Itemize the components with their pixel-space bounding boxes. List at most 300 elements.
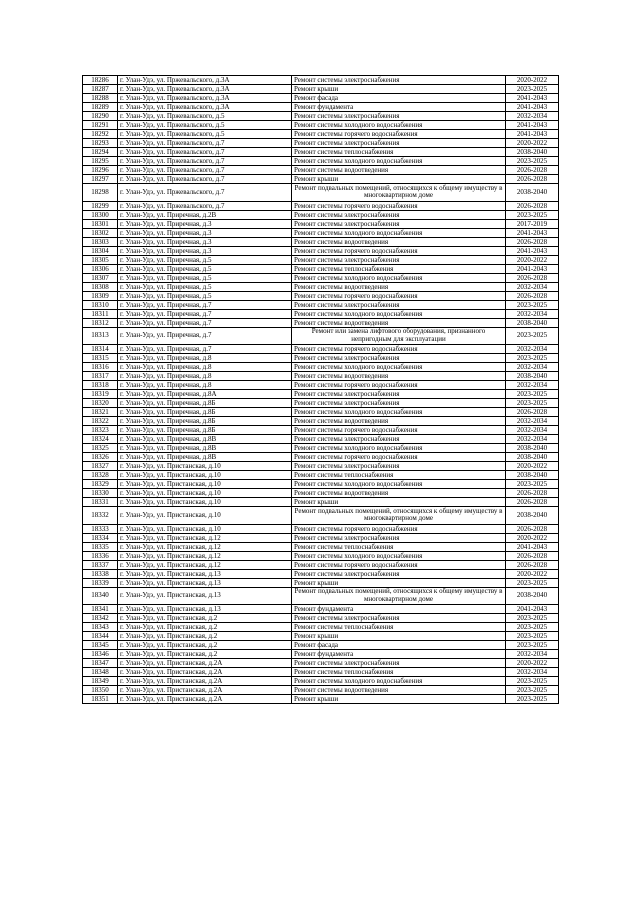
address-cell: г. Улан-Удэ, ул. Пристанская, д.12 bbox=[118, 551, 292, 560]
address-cell: г. Улан-Удэ, ул. Приречная, д.5 bbox=[118, 273, 292, 282]
period-cell: 2032-2034 bbox=[506, 668, 559, 677]
period-cell: 2041-2043 bbox=[506, 605, 559, 614]
table-row bbox=[83, 184, 559, 202]
row-number-cell: 18308 bbox=[83, 282, 118, 291]
period-cell: 2041-2043 bbox=[506, 264, 559, 273]
row-number-cell: 18322 bbox=[83, 417, 118, 426]
row-number-cell: 18345 bbox=[83, 641, 118, 650]
period-cell: 2041-2043 bbox=[506, 103, 559, 112]
work-type-cell: Ремонт системы холодного водоснабжения bbox=[292, 273, 506, 282]
table-row bbox=[83, 399, 559, 408]
address-cell: г. Улан-Удэ, ул. Приречная, д.5 bbox=[118, 255, 292, 264]
table-row bbox=[83, 121, 559, 130]
row-number-cell: 18289 bbox=[83, 103, 118, 112]
row-number-cell: 18288 bbox=[83, 94, 118, 103]
period-cell: 2032-2034 bbox=[506, 417, 559, 426]
row-number-cell: 18324 bbox=[83, 435, 118, 444]
row-number-cell: 18329 bbox=[83, 480, 118, 489]
work-type-cell: Ремонт системы водоотведения bbox=[292, 318, 506, 327]
period-cell: 2026-2028 bbox=[506, 166, 559, 175]
table-row bbox=[83, 175, 559, 184]
address-cell: г. Улан-Удэ, ул. Приречная, д.7 bbox=[118, 300, 292, 309]
table-row bbox=[83, 246, 559, 255]
table-row bbox=[83, 354, 559, 363]
table-row bbox=[83, 560, 559, 569]
work-type-cell: Ремонт системы горячего водоснабжения bbox=[292, 291, 506, 300]
row-number-cell: 18299 bbox=[83, 201, 118, 210]
row-number-cell: 18301 bbox=[83, 219, 118, 228]
address-cell: г. Улан-Удэ, ул. Пристанская, д.2 bbox=[118, 641, 292, 650]
row-number-cell: 18291 bbox=[83, 121, 118, 130]
period-cell: 2032-2034 bbox=[506, 345, 559, 354]
period-cell: 2026-2028 bbox=[506, 291, 559, 300]
work-type-cell: Ремонт крыши bbox=[292, 175, 506, 184]
work-type-cell: Ремонт системы теплоснабжения bbox=[292, 542, 506, 551]
period-cell: 2020-2022 bbox=[506, 533, 559, 542]
row-number-cell: 18319 bbox=[83, 390, 118, 399]
row-number-cell: 18314 bbox=[83, 345, 118, 354]
row-number-cell: 18295 bbox=[83, 157, 118, 166]
work-type-cell: Ремонт системы электроснабжения bbox=[292, 139, 506, 148]
work-type-cell: Ремонт системы холодного водоснабжения bbox=[292, 121, 506, 130]
work-type-cell: Ремонт системы электроснабжения bbox=[292, 399, 506, 408]
work-type-cell: Ремонт системы теплоснабжения bbox=[292, 623, 506, 632]
work-type-cell: Ремонт системы холодного водоснабжения bbox=[292, 363, 506, 372]
table-row bbox=[83, 587, 559, 605]
work-type-cell: Ремонт системы электроснабжения bbox=[292, 614, 506, 623]
table-row bbox=[83, 695, 559, 704]
row-number-cell: 18340 bbox=[83, 587, 118, 605]
work-type-cell: Ремонт подвальных помещений, относящихся к общему имуществу в многоквартирном доме bbox=[292, 507, 506, 525]
period-cell: 2032-2034 bbox=[506, 435, 559, 444]
table-row bbox=[83, 578, 559, 587]
table-row bbox=[83, 677, 559, 686]
table-row bbox=[83, 76, 559, 85]
address-cell: г. Улан-Удэ, ул. Приречная, д.8 bbox=[118, 363, 292, 372]
table-row bbox=[83, 318, 559, 327]
row-number-cell: 18327 bbox=[83, 462, 118, 471]
row-number-cell: 18346 bbox=[83, 650, 118, 659]
table-row bbox=[83, 372, 559, 381]
address-cell: г. Улан-Удэ, ул. Пристанская, д.10 bbox=[118, 489, 292, 498]
work-type-cell: Ремонт или замена лифтового оборудования, признанного непригодным для эксплуатации bbox=[292, 327, 506, 345]
row-number-cell: 18338 bbox=[83, 569, 118, 578]
work-type-cell: Ремонт системы холодного водоснабжения bbox=[292, 551, 506, 560]
address-cell: г. Улан-Удэ, ул. Пристанская, д.10 bbox=[118, 498, 292, 507]
row-number-cell: 18349 bbox=[83, 677, 118, 686]
table-row bbox=[83, 282, 559, 291]
row-number-cell: 18298 bbox=[83, 184, 118, 202]
row-number-cell: 18317 bbox=[83, 372, 118, 381]
table-row bbox=[83, 130, 559, 139]
work-type-cell: Ремонт системы электроснабжения bbox=[292, 390, 506, 399]
work-type-cell: Ремонт системы холодного водоснабжения bbox=[292, 309, 506, 318]
work-type-cell: Ремонт системы водоотведения bbox=[292, 372, 506, 381]
table-row bbox=[83, 291, 559, 300]
period-cell: 2041-2043 bbox=[506, 94, 559, 103]
work-type-cell: Ремонт системы горячего водоснабжения bbox=[292, 381, 506, 390]
work-type-cell: Ремонт системы электроснабжения bbox=[292, 354, 506, 363]
address-cell: г. Улан-Удэ, ул. Пржевальского, д.7 bbox=[118, 166, 292, 175]
table-row bbox=[83, 228, 559, 237]
row-number-cell: 18351 bbox=[83, 695, 118, 704]
table-row bbox=[83, 327, 559, 345]
row-number-cell: 18313 bbox=[83, 327, 118, 345]
period-cell: 2023-2025 bbox=[506, 632, 559, 641]
row-number-cell: 18309 bbox=[83, 291, 118, 300]
period-cell: 2041-2043 bbox=[506, 542, 559, 551]
address-cell: г. Улан-Удэ, ул. Приречная, д.8В bbox=[118, 435, 292, 444]
address-cell: г. Улан-Удэ, ул. Пристанская, д.2 bbox=[118, 614, 292, 623]
work-type-cell: Ремонт системы холодного водоснабжения bbox=[292, 157, 506, 166]
work-type-cell: Ремонт системы водоотведения bbox=[292, 166, 506, 175]
row-number-cell: 18294 bbox=[83, 148, 118, 157]
table-row bbox=[83, 471, 559, 480]
work-type-cell: Ремонт системы водоотведения bbox=[292, 282, 506, 291]
work-type-cell: Ремонт крыши bbox=[292, 85, 506, 94]
table-row bbox=[83, 686, 559, 695]
table-row bbox=[83, 345, 559, 354]
period-cell: 2023-2025 bbox=[506, 614, 559, 623]
row-number-cell: 18325 bbox=[83, 444, 118, 453]
row-number-cell: 18318 bbox=[83, 381, 118, 390]
row-number-cell: 18326 bbox=[83, 453, 118, 462]
period-cell: 2032-2034 bbox=[506, 650, 559, 659]
table-row bbox=[83, 507, 559, 525]
row-number-cell: 18296 bbox=[83, 166, 118, 175]
work-type-cell: Ремонт фасада bbox=[292, 641, 506, 650]
period-cell: 2032-2034 bbox=[506, 363, 559, 372]
work-type-cell: Ремонт системы электроснабжения bbox=[292, 533, 506, 542]
address-cell: г. Улан-Удэ, ул. Пристанская, д.10 bbox=[118, 471, 292, 480]
table-row bbox=[83, 219, 559, 228]
row-number-cell: 18341 bbox=[83, 605, 118, 614]
work-type-cell: Ремонт системы горячего водоснабжения bbox=[292, 345, 506, 354]
address-cell: г. Улан-Удэ, ул. Пржевальского, д.7 bbox=[118, 175, 292, 184]
work-type-cell: Ремонт системы горячего водоснабжения bbox=[292, 524, 506, 533]
row-number-cell: 18304 bbox=[83, 246, 118, 255]
period-cell: 2020-2022 bbox=[506, 255, 559, 264]
row-number-cell: 18350 bbox=[83, 686, 118, 695]
address-cell: г. Улан-Удэ, ул. Пржевальского, д.7 bbox=[118, 201, 292, 210]
work-type-cell: Ремонт крыши bbox=[292, 695, 506, 704]
work-type-cell: Ремонт системы горячего водоснабжения bbox=[292, 426, 506, 435]
work-type-cell: Ремонт системы теплоснабжения bbox=[292, 668, 506, 677]
row-number-cell: 18293 bbox=[83, 139, 118, 148]
row-number-cell: 18316 bbox=[83, 363, 118, 372]
address-cell: г. Улан-Удэ, ул. Пристанская, д.13 bbox=[118, 605, 292, 614]
address-cell: г. Улан-Удэ, ул. Приречная, д.5 bbox=[118, 264, 292, 273]
period-cell: 2023-2025 bbox=[506, 695, 559, 704]
period-cell: 2026-2028 bbox=[506, 237, 559, 246]
period-cell: 2038-2040 bbox=[506, 318, 559, 327]
row-number-cell: 18303 bbox=[83, 237, 118, 246]
row-number-cell: 18337 bbox=[83, 560, 118, 569]
work-type-cell: Ремонт крыши bbox=[292, 632, 506, 641]
table-row bbox=[83, 210, 559, 219]
row-number-cell: 18335 bbox=[83, 542, 118, 551]
period-cell: 2026-2028 bbox=[506, 408, 559, 417]
address-cell: г. Улан-Удэ, ул. Приречная, д.3 bbox=[118, 228, 292, 237]
period-cell: 2020-2022 bbox=[506, 76, 559, 85]
row-number-cell: 18330 bbox=[83, 489, 118, 498]
address-cell: г. Улан-Удэ, ул. Пржевальского, д.3А bbox=[118, 85, 292, 94]
work-type-cell: Ремонт системы горячего водоснабжения bbox=[292, 246, 506, 255]
period-cell: 2023-2025 bbox=[506, 578, 559, 587]
period-cell: 2023-2025 bbox=[506, 327, 559, 345]
address-cell: г. Улан-Удэ, ул. Пристанская, д.2 bbox=[118, 623, 292, 632]
address-cell: г. Улан-Удэ, ул. Пржевальского, д.5 bbox=[118, 112, 292, 121]
row-number-cell: 18302 bbox=[83, 228, 118, 237]
table-row bbox=[83, 498, 559, 507]
address-cell: г. Улан-Удэ, ул. Пристанская, д.2 bbox=[118, 650, 292, 659]
table-row bbox=[83, 300, 559, 309]
address-cell: г. Улан-Удэ, ул. Приречная, д.7 bbox=[118, 309, 292, 318]
work-type-cell: Ремонт системы холодного водоснабжения bbox=[292, 480, 506, 489]
period-cell: 2038-2040 bbox=[506, 148, 559, 157]
row-number-cell: 18336 bbox=[83, 551, 118, 560]
address-cell: г. Улан-Удэ, ул. Пристанская, д.10 bbox=[118, 524, 292, 533]
address-cell: г. Улан-Удэ, ул. Пристанская, д.2А bbox=[118, 677, 292, 686]
work-type-cell: Ремонт системы электроснабжения bbox=[292, 462, 506, 471]
period-cell: 2023-2025 bbox=[506, 210, 559, 219]
row-number-cell: 18311 bbox=[83, 309, 118, 318]
address-cell: г. Улан-Удэ, ул. Пржевальского, д.5 bbox=[118, 130, 292, 139]
work-type-cell: Ремонт системы электроснабжения bbox=[292, 255, 506, 264]
period-cell: 2017-2019 bbox=[506, 219, 559, 228]
period-cell: 2038-2040 bbox=[506, 507, 559, 525]
address-cell: г. Улан-Удэ, ул. Пристанская, д.12 bbox=[118, 533, 292, 542]
address-cell: г. Улан-Удэ, ул. Пристанская, д.2А bbox=[118, 659, 292, 668]
address-cell: г. Улан-Удэ, ул. Приречная, д.7 bbox=[118, 318, 292, 327]
work-type-cell: Ремонт системы холодного водоснабжения bbox=[292, 408, 506, 417]
table-row bbox=[83, 480, 559, 489]
address-cell: г. Улан-Удэ, ул. Приречная, д.3 bbox=[118, 237, 292, 246]
period-cell: 2041-2043 bbox=[506, 246, 559, 255]
work-type-cell: Ремонт системы электроснабжения bbox=[292, 300, 506, 309]
address-cell: г. Улан-Удэ, ул. Приречная, д.3 bbox=[118, 246, 292, 255]
row-number-cell: 18300 bbox=[83, 210, 118, 219]
period-cell: 2038-2040 bbox=[506, 372, 559, 381]
address-cell: г. Улан-Удэ, ул. Пристанская, д.2А bbox=[118, 695, 292, 704]
work-type-cell: Ремонт системы электроснабжения bbox=[292, 435, 506, 444]
address-cell: г. Улан-Удэ, ул. Приречная, д.8 bbox=[118, 372, 292, 381]
period-cell: 2026-2028 bbox=[506, 560, 559, 569]
period-cell: 2038-2040 bbox=[506, 471, 559, 480]
work-type-cell: Ремонт системы электроснабжения bbox=[292, 210, 506, 219]
address-cell: г. Улан-Удэ, ул. Приречная, д.8 bbox=[118, 354, 292, 363]
row-number-cell: 18333 bbox=[83, 524, 118, 533]
address-cell: г. Улан-Удэ, ул. Пржевальского, д.7 bbox=[118, 148, 292, 157]
work-type-cell: Ремонт системы электроснабжения bbox=[292, 219, 506, 228]
address-cell: г. Улан-Удэ, ул. Пржевальского, д.7 bbox=[118, 157, 292, 166]
table-row bbox=[83, 273, 559, 282]
address-cell: г. Улан-Удэ, ул. Приречная, д.8Б bbox=[118, 426, 292, 435]
row-number-cell: 18344 bbox=[83, 632, 118, 641]
table-row bbox=[83, 623, 559, 632]
table-row bbox=[83, 462, 559, 471]
period-cell: 2026-2028 bbox=[506, 273, 559, 282]
period-cell: 2023-2025 bbox=[506, 157, 559, 166]
address-cell: г. Улан-Удэ, ул. Пристанская, д.10 bbox=[118, 462, 292, 471]
address-cell: г. Улан-Удэ, ул. Приречная, д.8 bbox=[118, 381, 292, 390]
period-cell: 2026-2028 bbox=[506, 489, 559, 498]
period-cell: 2026-2028 bbox=[506, 551, 559, 560]
row-number-cell: 18292 bbox=[83, 130, 118, 139]
row-number-cell: 18305 bbox=[83, 255, 118, 264]
row-number-cell: 18310 bbox=[83, 300, 118, 309]
period-cell: 2038-2040 bbox=[506, 184, 559, 202]
address-cell: г. Улан-Удэ, ул. Приречная, д.5 bbox=[118, 282, 292, 291]
row-number-cell: 18320 bbox=[83, 399, 118, 408]
work-type-cell: Ремонт системы горячего водоснабжения bbox=[292, 560, 506, 569]
address-cell: г. Улан-Удэ, ул. Приречная, д.8Б bbox=[118, 399, 292, 408]
table-row bbox=[83, 381, 559, 390]
period-cell: 2038-2040 bbox=[506, 587, 559, 605]
address-cell: г. Улан-Удэ, ул. Приречная, д.7 bbox=[118, 327, 292, 345]
period-cell: 2023-2025 bbox=[506, 480, 559, 489]
work-type-cell: Ремонт системы горячего водоснабжения bbox=[292, 201, 506, 210]
address-cell: г. Улан-Удэ, ул. Приречная, д.8А bbox=[118, 390, 292, 399]
work-type-cell: Ремонт системы электроснабжения bbox=[292, 569, 506, 578]
table-row bbox=[83, 94, 559, 103]
address-cell: г. Улан-Удэ, ул. Пристанская, д.10 bbox=[118, 507, 292, 525]
work-type-cell: Ремонт системы водоотведения bbox=[292, 237, 506, 246]
period-cell: 2026-2028 bbox=[506, 498, 559, 507]
work-type-cell: Ремонт системы электроснабжения bbox=[292, 659, 506, 668]
period-cell: 2020-2022 bbox=[506, 659, 559, 668]
table-row bbox=[83, 112, 559, 121]
work-type-cell: Ремонт крыши bbox=[292, 578, 506, 587]
row-number-cell: 18343 bbox=[83, 623, 118, 632]
table-row bbox=[83, 148, 559, 157]
row-number-cell: 18286 bbox=[83, 76, 118, 85]
table-row bbox=[83, 668, 559, 677]
period-cell: 2023-2025 bbox=[506, 390, 559, 399]
address-cell: г. Улан-Удэ, ул. Приречная, д.8В bbox=[118, 453, 292, 462]
table-row bbox=[83, 489, 559, 498]
table-row bbox=[83, 201, 559, 210]
table-row bbox=[83, 632, 559, 641]
table-row bbox=[83, 417, 559, 426]
table-row bbox=[83, 435, 559, 444]
address-cell: г. Улан-Удэ, ул. Пристанская, д.2А bbox=[118, 668, 292, 677]
table-row bbox=[83, 309, 559, 318]
table-row bbox=[83, 426, 559, 435]
row-number-cell: 18342 bbox=[83, 614, 118, 623]
address-cell: г. Улан-Удэ, ул. Приречная, д.8В bbox=[118, 444, 292, 453]
row-number-cell: 18347 bbox=[83, 659, 118, 668]
work-type-cell: Ремонт системы холодного водоснабжения bbox=[292, 677, 506, 686]
table-row bbox=[83, 157, 559, 166]
table-row bbox=[83, 390, 559, 399]
row-number-cell: 18348 bbox=[83, 668, 118, 677]
address-cell: г. Улан-Удэ, ул. Приречная, д.3 bbox=[118, 219, 292, 228]
period-cell: 2026-2028 bbox=[506, 175, 559, 184]
address-cell: г. Улан-Удэ, ул. Приречная, д.5 bbox=[118, 291, 292, 300]
table-row bbox=[83, 650, 559, 659]
period-cell: 2041-2043 bbox=[506, 130, 559, 139]
table-body bbox=[83, 76, 559, 704]
work-type-cell: Ремонт фундамента bbox=[292, 650, 506, 659]
work-type-cell: Ремонт подвальных помещений, относящихся к общему имуществу в многоквартирном доме bbox=[292, 587, 506, 605]
work-type-cell: Ремонт системы водоотведения bbox=[292, 417, 506, 426]
table-row bbox=[83, 453, 559, 462]
row-number-cell: 18334 bbox=[83, 533, 118, 542]
work-type-cell: Ремонт системы электроснабжения bbox=[292, 112, 506, 121]
table-row bbox=[83, 139, 559, 148]
address-cell: г. Улан-Удэ, ул. Пржевальского, д.3А bbox=[118, 94, 292, 103]
period-cell: 2041-2043 bbox=[506, 228, 559, 237]
table-row bbox=[83, 524, 559, 533]
period-cell: 2023-2025 bbox=[506, 354, 559, 363]
table-row bbox=[83, 605, 559, 614]
period-cell: 2023-2025 bbox=[506, 623, 559, 632]
table-row bbox=[83, 551, 559, 560]
table-row bbox=[83, 569, 559, 578]
row-number-cell: 18328 bbox=[83, 471, 118, 480]
table-row bbox=[83, 264, 559, 273]
period-cell: 2032-2034 bbox=[506, 426, 559, 435]
row-number-cell: 18323 bbox=[83, 426, 118, 435]
address-cell: г. Улан-Удэ, ул. Приречная, д.8Б bbox=[118, 408, 292, 417]
row-number-cell: 18321 bbox=[83, 408, 118, 417]
address-cell: г. Улан-Удэ, ул. Пржевальского, д.5 bbox=[118, 121, 292, 130]
period-cell: 2020-2022 bbox=[506, 139, 559, 148]
address-cell: г. Улан-Удэ, ул. Пристанская, д.2А bbox=[118, 686, 292, 695]
table-row bbox=[83, 444, 559, 453]
table-row bbox=[83, 533, 559, 542]
address-cell: г. Улан-Удэ, ул. Пржевальского, д.3А bbox=[118, 103, 292, 112]
work-type-cell: Ремонт системы холодного водоснабжения bbox=[292, 228, 506, 237]
address-cell: г. Улан-Удэ, ул. Приречная, д.7 bbox=[118, 345, 292, 354]
period-cell: 2032-2034 bbox=[506, 112, 559, 121]
work-type-cell: Ремонт системы горячего водоснабжения bbox=[292, 453, 506, 462]
work-type-cell: Ремонт фундамента bbox=[292, 605, 506, 614]
work-type-cell: Ремонт подвальных помещений, относящихся к общему имуществу в многоквартирном доме bbox=[292, 184, 506, 202]
work-type-cell: Ремонт системы теплоснабжения bbox=[292, 264, 506, 273]
work-type-cell: Ремонт системы теплоснабжения bbox=[292, 471, 506, 480]
address-cell: г. Улан-Удэ, ул. Пристанская, д.13 bbox=[118, 578, 292, 587]
work-type-cell: Ремонт системы водоотведения bbox=[292, 489, 506, 498]
work-type-cell: Ремонт системы электроснабжения bbox=[292, 76, 506, 85]
period-cell: 2023-2025 bbox=[506, 399, 559, 408]
address-cell: г. Улан-Удэ, ул. Пржевальского, д.7 bbox=[118, 139, 292, 148]
row-number-cell: 18339 bbox=[83, 578, 118, 587]
address-cell: г. Улан-Удэ, ул. Пристанская, д.13 bbox=[118, 587, 292, 605]
period-cell: 2020-2022 bbox=[506, 462, 559, 471]
period-cell: 2026-2028 bbox=[506, 201, 559, 210]
address-cell: г. Улан-Удэ, ул. Пристанская, д.2 bbox=[118, 632, 292, 641]
work-type-cell: Ремонт крыши bbox=[292, 498, 506, 507]
table-row bbox=[83, 542, 559, 551]
address-cell: г. Улан-Удэ, ул. Пристанская, д.13 bbox=[118, 569, 292, 578]
address-cell: г. Улан-Удэ, ул. Пристанская, д.10 bbox=[118, 480, 292, 489]
period-cell: 2041-2043 bbox=[506, 121, 559, 130]
address-cell: г. Улан-Удэ, ул. Пржевальского, д.7 bbox=[118, 184, 292, 202]
period-cell: 2038-2040 bbox=[506, 444, 559, 453]
work-type-cell: Ремонт системы холодного водоснабжения bbox=[292, 444, 506, 453]
row-number-cell: 18315 bbox=[83, 354, 118, 363]
row-number-cell: 18297 bbox=[83, 175, 118, 184]
table-row bbox=[83, 408, 559, 417]
period-cell: 2032-2034 bbox=[506, 309, 559, 318]
period-cell: 2032-2034 bbox=[506, 282, 559, 291]
table-row bbox=[83, 103, 559, 112]
table-row bbox=[83, 255, 559, 264]
period-cell: 2023-2025 bbox=[506, 300, 559, 309]
row-number-cell: 18290 bbox=[83, 112, 118, 121]
